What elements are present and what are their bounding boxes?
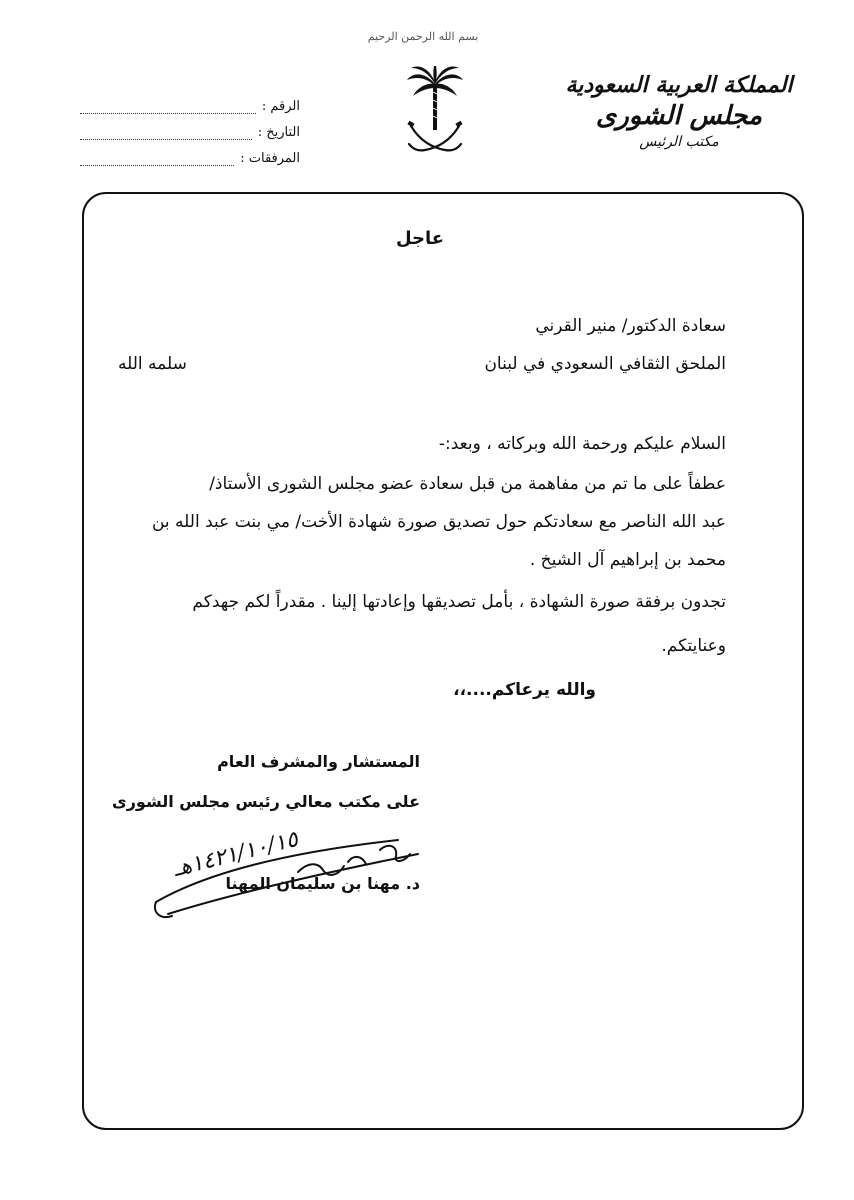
addressee: سعادة الدكتور/ منير القرني — [535, 316, 726, 336]
signature-title: المستشار والمشرف العام — [217, 752, 420, 771]
ref-date-label: التاريخ : — [257, 125, 300, 140]
reference-fields — [80, 88, 300, 166]
greeting: السلام عليكم ورحمة الله وبركاته ، وبعد:- — [438, 434, 726, 454]
letterhead-country: المملكة العربية السعودية — [565, 72, 793, 98]
ref-number-row — [80, 88, 300, 114]
ref-attachments-row — [80, 140, 300, 166]
ref-date-row — [80, 114, 300, 140]
handwritten-date: ١٤٢١/١٠/١٥هـ — [170, 826, 301, 883]
letterhead-council: مجلس الشورى — [595, 101, 763, 131]
addressee-title: الملحق الثقافي السعودي في لبنان — [484, 354, 726, 374]
urgent-label: عاجل — [395, 228, 445, 249]
ref-attachments-label: المرفقات : — [240, 151, 300, 166]
body-line: وعنايتكم. — [661, 636, 726, 656]
body-line: تجدون برفقة صورة الشهادة ، بأمل تصديقها وإعادتها إلينا . مقدراً لكم جهدكم — [192, 592, 726, 612]
signature-office: على مكتب معالي رئيس مجلس الشورى — [112, 792, 420, 811]
body-line: محمد بن إبراهيم آل الشيخ . — [529, 550, 726, 570]
basmala: بسم الله الرحمن الرحيم — [367, 30, 479, 43]
closing: والله يرعاكم....،، — [453, 680, 596, 700]
addressee-blessing: سلمه الله — [118, 354, 187, 374]
body-line: عطفاً على ما تم من مفاهمة من قبل سعادة عضو مجلس الشورى الأستاذ/ — [209, 474, 726, 494]
ref-date-dots — [80, 127, 252, 140]
ref-number-label: الرقم : — [261, 99, 300, 114]
ref-attachments-dots — [80, 153, 234, 166]
ref-number-dots — [80, 101, 256, 114]
letterhead-office: مكتب الرئيس — [639, 134, 719, 150]
body-line: عبد الله الناصر مع سعادتكم حول تصديق صورة شهادة الأخت/ مي بنت عبد الله بن — [151, 512, 726, 532]
letterhead — [564, 70, 794, 152]
saudi-emblem-icon — [405, 62, 465, 162]
signature-name: د. مهنا بن سليمان المهنا — [225, 874, 420, 893]
